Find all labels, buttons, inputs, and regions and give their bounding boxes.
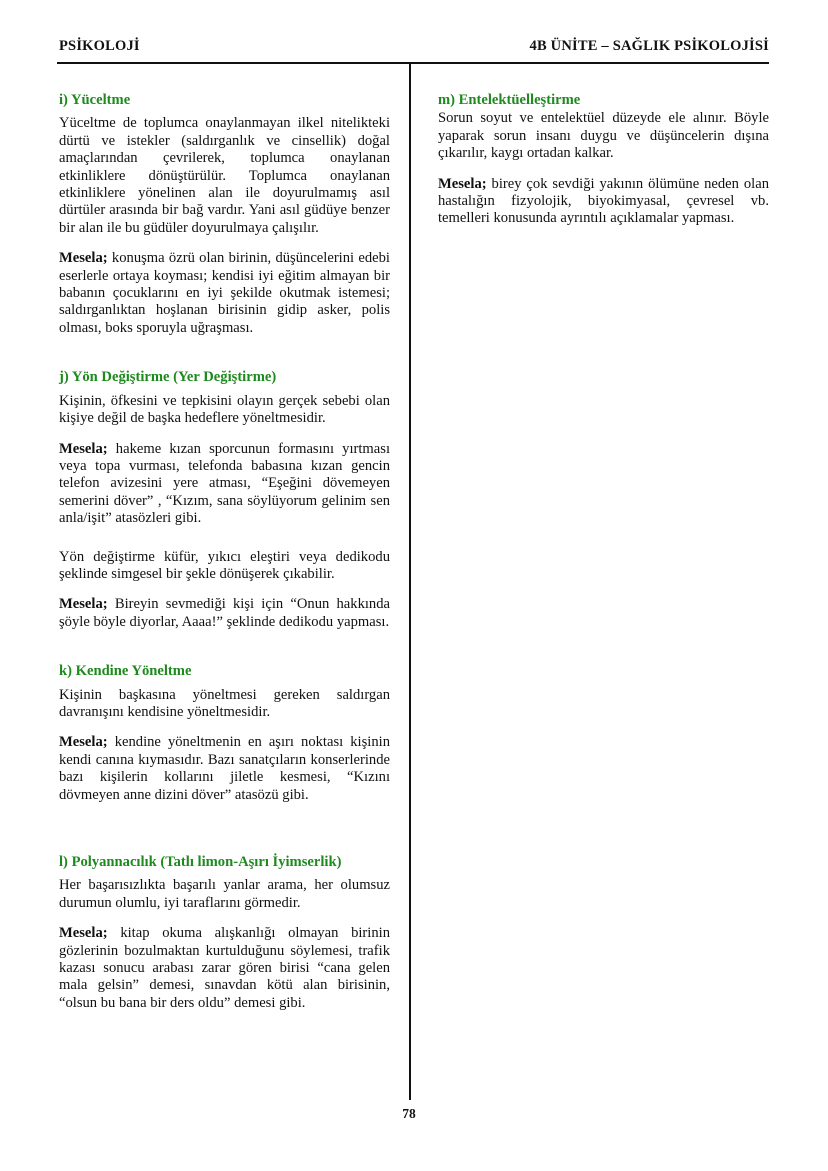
- example-paragraph: [59, 925, 390, 1012]
- section-body: Kişinin başkasına yöneltmesi gereken saldırgan davranışını kendisine yöneltmesidir.: [59, 686, 390, 720]
- section-yon-degistirme: [59, 369, 390, 631]
- example-text: konuşma özrü olan birinin, düşüncelerini edebi eserlerle ortaya koyması; kendisi iyi eğitim almayan bir babanın çocuklarını en iyi şekilde okutmak istemesi; saldırganlıktan hoşlanan birisinin gidip asker, polis olması, boks sporuyla uğraşması.: [59, 250, 390, 336]
- example-text: birey çok sevdiği yakının ölümüne neden olan hastalığın fizyolojik, biyokimyasal, çevresel vb. temelleri konusunda ayrıntılı açıklamalar yapması.: [438, 175, 769, 227]
- section-body: Yüceltme de toplumca onaylanmayan ilkel nitelikteki dürtü ve istekler (saldırganlık ve cinsellik) doğal amaçlarından çevrilerek, toplumca onaylanan etkinliklere dönüştürülür. Toplumca onaylanan etkinliklere yönelinen alan ile doyurulmamış asıl dürtüler arasında bir bağ vardır. Yani asıl güdüye benzer bir alan ile bu güdüler doyurulmaya çalışılır.: [59, 115, 390, 236]
- example-label: Mesela;: [59, 596, 108, 613]
- example-text: Bireyin sevmediği kişi için “Onun hakkında şöyle böyle diyorlar, Aaaa!” şeklinde dedikodu yapması.: [59, 596, 390, 630]
- example-text: kitap okuma alışkanlığı olmayan birinin gözlerinin bozulmaktan kurtulduğunu söylemesi, trafik kazası sonucu arabası zarar gören birisi “cana gelen mala gelsin” demesi, sınavdan kötü alan birisinin, “olsun bu bana bir ders oldu” demesi gibi.: [59, 925, 390, 1011]
- example-label: Mesela;: [59, 734, 108, 751]
- column-divider: [409, 64, 411, 1100]
- example-label: Mesela;: [59, 925, 108, 942]
- section-polyannacilik: [59, 854, 390, 1012]
- section-entelektuellestirme: [438, 92, 769, 228]
- section-kendine-yoneltme: [59, 663, 390, 804]
- section-heading: m) Entelektüelleştirme: [438, 92, 581, 108]
- example-paragraph: [438, 176, 769, 228]
- right-column: [438, 92, 769, 228]
- example-paragraph: [59, 441, 390, 528]
- example-paragraph: [59, 734, 390, 804]
- section-yuceltme: [59, 92, 390, 337]
- example-label: Mesela;: [438, 175, 487, 192]
- example-paragraph: [59, 250, 390, 337]
- example-text: hakeme kızan sporcunun formasını yırtması veya topa vurması, telefonda babasına kızan gencin telefon avizesini yere atması, “Eşeğini dövemeyen semerini döver” , “Kızım, sana söylüyorum gelinim sen anla/işit” atasözleri gibi.: [59, 440, 390, 527]
- header-right-title: 4B ÜNİTE – SAĞLIK PSİKOLOJİSİ: [529, 38, 769, 54]
- section-heading: j) Yön Değiştirme (Yer Değiştirme): [59, 369, 277, 386]
- example-paragraph-2: [59, 596, 390, 631]
- header-left-title: PSİKOLOJİ: [59, 38, 140, 54]
- page-number: 78: [402, 1106, 416, 1121]
- example-label: Mesela;: [59, 440, 108, 457]
- section-heading: l) Polyannacılık (Tatlı limon-Aşırı İyimserlik): [59, 854, 342, 870]
- example-label: Mesela;: [59, 250, 108, 267]
- section-heading: i) Yüceltme: [59, 92, 131, 108]
- header-rule: [57, 62, 769, 64]
- section-body: Sorun soyut ve entelektüel düzeyde ele alınır. Böyle yaparak sorun insanı duygu ve düşüncelerin dışına çıkarılır, kaygı ortadan kalkar.: [438, 110, 769, 162]
- section-heading: k) Kendine Yöneltme: [59, 663, 192, 680]
- left-column: [59, 92, 390, 1012]
- section-body: Her başarısızlıkta başarılı yanlar arama, her olumsuz durumun olumlu, iyi taraflarını görmedir.: [59, 877, 390, 911]
- extra-paragraph: Yön değiştirme küfür, yıkıcı eleştiri veya dedikodu şeklinde simgesel bir şekle dönüşerek çıkabilir.: [59, 548, 390, 582]
- section-body: Kişinin, öfkesini ve tepkisini olayın gerçek sebebi olan kişiye değil de başka hedeflere yöneltmesidir.: [59, 392, 390, 427]
- example-text: kendine yöneltmenin en aşırı noktası kişinin kendi canına kıymasıdır. Bazı sanatçıların konserlerinde bazı kişilerin kollarını jiletle kesmesi, “Kızını dövmeyen anne dizini döver” atasözü gibi.: [59, 734, 390, 803]
